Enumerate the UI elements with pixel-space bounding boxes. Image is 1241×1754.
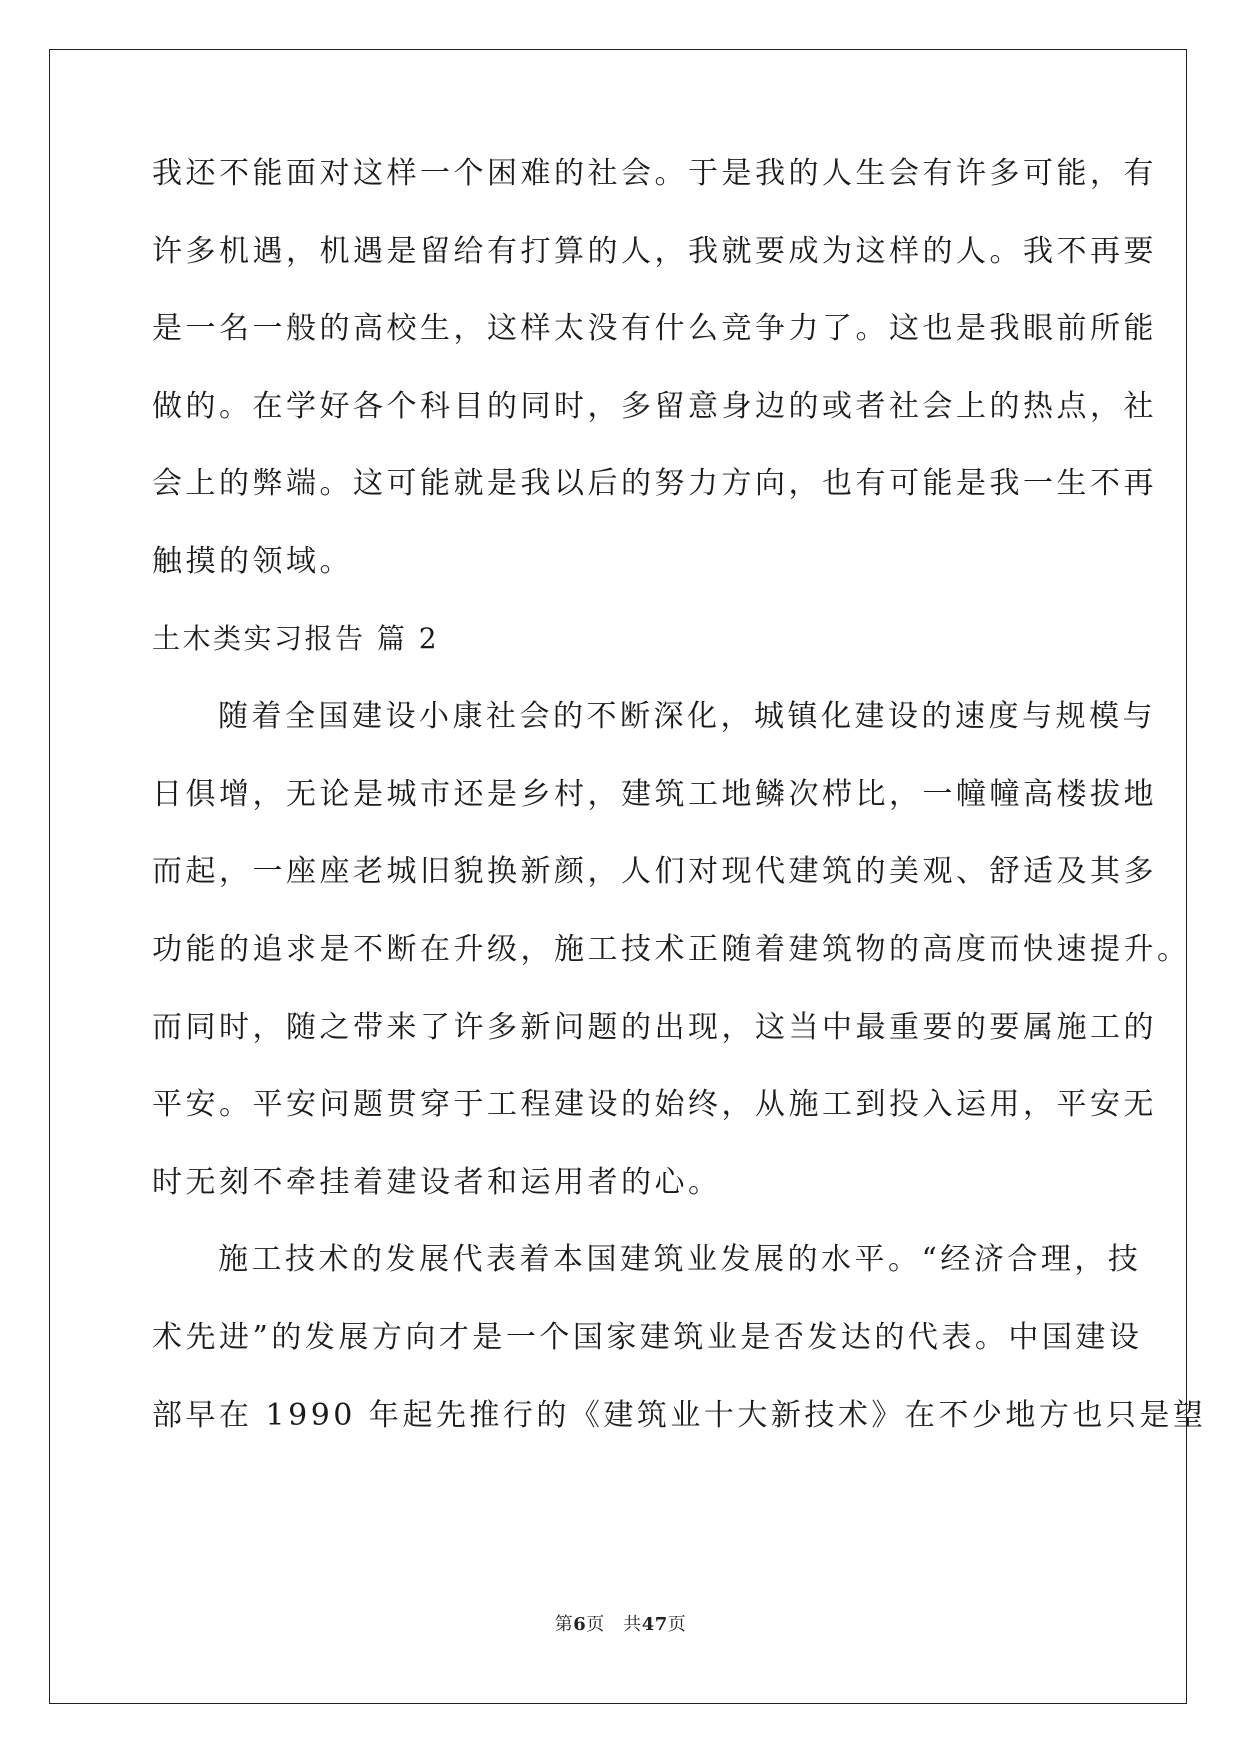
footer-middle: 页 共 [586, 1614, 642, 1635]
text-line: 功能的追求是不断在升级，施工技术正随着建筑物的高度而快速提升。 [152, 931, 1191, 967]
page-footer [0, 1610, 1241, 1636]
text-line: 部早在 1990 年起先推行的《建筑业十大新技术》在不少地方也只是望 [152, 1397, 1207, 1433]
text-line: 而起，一座座老城旧貌换新颜，人们对现代建筑的美观、舒适及其多 [152, 854, 1157, 890]
current-page-number: 6 [573, 1614, 587, 1635]
text-line: 会上的弊端。这可能就是我以后的努力方向，也有可能是我一生不再 [152, 466, 1157, 502]
text-line: 随着全国建设小康社会的不断深化，城镇化建设的速度与规模与 [218, 699, 1156, 735]
total-page-number: 47 [641, 1614, 668, 1635]
text-line: 触摸的领域。 [152, 543, 353, 579]
text-line: 而同时，随之带来了许多新问题的出现，这当中最重要的要属施工的 [152, 1009, 1157, 1045]
footer-suffix: 页 [667, 1614, 687, 1635]
text-line: 我还不能面对这样一个困难的社会。于是我的人生会有许多可能，有 [152, 156, 1157, 191]
section-heading: 土木类实习报告 篇 2 [152, 621, 440, 655]
footer-prefix: 第 [554, 1614, 574, 1635]
text-line: 术先进”的发展方向才是一个国家建筑业是否发达的代表。中国建设 [152, 1319, 1143, 1355]
text-line: 做的。在学好各个科目的同时，多留意身边的或者社会上的热点，社 [152, 388, 1157, 424]
text-line: 时无刻不牵挂着建设者和运用者的心。 [152, 1164, 722, 1200]
text-line: 施工技术的发展代表着本国建筑业发展的水平。“经济合理，技 [218, 1242, 1142, 1278]
text-line: 许多机遇，机遇是留给有打算的人，我就要成为这样的人。我不再要 [152, 233, 1157, 269]
text-line: 平安。平安问题贯穿于工程建设的始终，从施工到投入运用，平安无 [152, 1087, 1157, 1123]
text-line: 日俱增，无论是城市还是乡村，建筑工地鳞次栉比，一幢幢高楼拔地 [152, 776, 1157, 812]
document-body [152, 156, 1207, 1478]
text-line: 是一名一般的高校生，这样太没有什么竞争力了。这也是我眼前所能 [152, 311, 1157, 347]
